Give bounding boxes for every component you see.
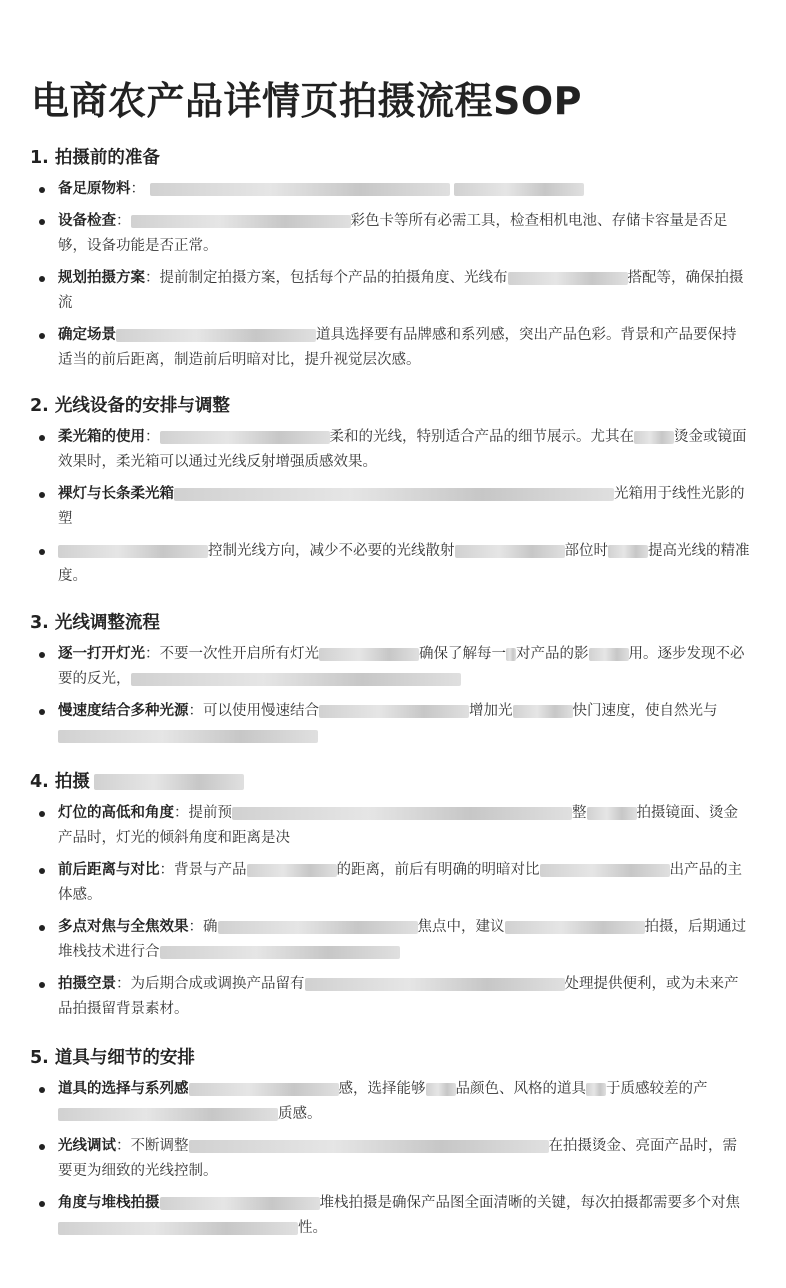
section-heading: 1. 拍摄前的准备	[30, 148, 160, 168]
section-heading-text: 4. 拍摄	[30, 772, 90, 792]
redacted-block	[608, 545, 648, 558]
list-item	[30, 858, 750, 908]
redacted-block	[508, 272, 628, 285]
item-text: 对产品的影	[516, 646, 589, 662]
list-item	[30, 915, 750, 965]
item-label: 多点对焦与全焦效果	[58, 919, 189, 935]
redacted-block	[426, 1083, 456, 1096]
redacted-block	[513, 705, 573, 718]
item-label: 柔光箱的使用	[58, 429, 145, 445]
redacted-block	[58, 1108, 278, 1121]
item-text: ：为后期合成或调换产品留有	[116, 976, 305, 992]
redacted-block	[94, 774, 244, 790]
item-label: 备足原物料	[58, 181, 131, 197]
item-label: 灯位的高低和角度	[58, 805, 174, 821]
item-text: 拍摄镜面、烫金产品时，灯光的倾斜角度和距离是决	[58, 805, 738, 846]
redacted-block	[505, 921, 645, 934]
list-item	[30, 1191, 750, 1241]
item-text: 堆栈拍摄是确保产品图全面清晰的关键，每次拍摄都需要多个对焦	[319, 1195, 740, 1211]
section-heading: 2. 光线设备的安排与调整	[30, 396, 230, 416]
item-text: 用。逐步发现不必要的反光，	[58, 646, 745, 687]
list-item	[30, 801, 750, 851]
item-text: 品颜色、风格的道具	[455, 1081, 586, 1097]
redacted-block	[506, 648, 516, 661]
redacted-block	[454, 183, 584, 196]
redacted-block	[455, 545, 565, 558]
redacted-block	[540, 864, 670, 877]
item-text: ：确	[188, 919, 218, 935]
item-label: 设备检查	[58, 213, 116, 229]
item-text: 处理提供便利，或为未来产品拍摄留背景素材。	[58, 976, 739, 1017]
redacted-block	[131, 215, 351, 228]
section-heading: 5. 道具与细节的安排	[30, 1048, 195, 1068]
list-item	[30, 539, 750, 589]
item-text: 搭配等，确保拍摄流	[58, 270, 744, 311]
section-heading	[30, 770, 750, 794]
item-text: 质感。	[278, 1106, 322, 1122]
item-text: ：	[145, 429, 160, 445]
list-item	[30, 1134, 750, 1184]
item-text: ：背景与产品	[159, 862, 247, 878]
item-text: 出产品的主体感。	[58, 862, 742, 903]
item-label: 道具的选择与系列感	[58, 1081, 189, 1097]
item-label: 前后距离与对比	[58, 862, 160, 878]
item-text: 整	[572, 805, 587, 821]
item-text: ：提前预	[174, 805, 232, 821]
redacted-block	[116, 329, 316, 342]
item-label: 光线调试	[58, 1138, 116, 1154]
item-text: 于质感较差的产	[606, 1081, 708, 1097]
item-text: ：	[130, 181, 145, 197]
item-text: 道具选择要有品牌感和系列感，突出产品色彩。背景和产品要保持适当的前后距离，制造前后明暗对比，提升视觉层次感。	[58, 327, 737, 368]
section-lighting-setup	[30, 394, 750, 589]
section-preparation	[30, 146, 750, 373]
item-text: 拍摄，后期通过堆栈技术进行合	[58, 919, 746, 960]
section-heading: 3. 光线调整流程	[30, 613, 160, 633]
redacted-block	[160, 1197, 320, 1210]
list-item	[30, 1077, 750, 1127]
item-text: 感，选择能够	[338, 1081, 426, 1097]
redacted-block	[160, 946, 400, 959]
list-item	[30, 209, 750, 259]
list-item	[30, 323, 750, 373]
list-item	[30, 642, 750, 692]
list-item	[30, 266, 750, 316]
item-text: 彩色卡等所有必需工具，检查相机电池、存储卡容量是否足够，设备功能是否正常。	[58, 213, 728, 254]
list-item	[30, 482, 750, 532]
redacted-block	[189, 1083, 339, 1096]
item-text: 确保了解每一	[419, 646, 506, 662]
item-text: ：可以使用慢速结合	[188, 703, 319, 719]
redacted-block	[218, 921, 418, 934]
page-title: 电商农产品详情页拍摄流程SOP	[31, 79, 583, 123]
item-text: 提高光线的精准度。	[58, 543, 750, 584]
redacted-block	[589, 648, 629, 661]
item-text: 烫金或镜面效果时，柔光箱可以通过光线反射增强质感效果。	[58, 429, 747, 470]
redacted-block	[150, 183, 450, 196]
item-text: 性。	[298, 1220, 327, 1236]
item-label: 逐一打开灯光	[58, 646, 145, 662]
list-item	[30, 972, 750, 1022]
list-item	[30, 699, 750, 749]
redacted-block	[319, 705, 469, 718]
redacted-block	[58, 545, 208, 558]
redacted-block	[634, 431, 674, 444]
redacted-block	[58, 1222, 298, 1235]
item-text: ：提前制定拍摄方案，包括每个产品的拍摄角度、光线布	[145, 270, 508, 286]
item-text: 在拍摄烫金、亮面产品时，需要更为细致的光线控制。	[58, 1138, 737, 1179]
item-text: 的距离，前后有明确的明暗对比	[336, 862, 540, 878]
item-text: 部位时	[564, 543, 608, 559]
redacted-block	[232, 807, 572, 820]
redacted-block	[189, 1140, 549, 1153]
item-text: 柔和的光线，特别适合产品的细节展示。尤其在	[329, 429, 634, 445]
redacted-block	[586, 1083, 606, 1096]
item-label: 裸灯与长条柔光箱	[58, 486, 174, 502]
item-label: 角度与堆栈拍摄	[58, 1195, 160, 1211]
item-text: 光箱用于线性光影的塑	[58, 486, 745, 527]
redacted-block	[587, 807, 637, 820]
list-item	[30, 425, 750, 475]
item-text: 快门速度，使自然光与	[572, 703, 718, 719]
item-label: 确定场景	[58, 327, 116, 343]
list-item	[30, 177, 750, 202]
item-text: ：	[116, 213, 131, 229]
item-text: ：不要一次性开启所有灯光	[145, 646, 319, 662]
item-text: 焦点中，建议	[417, 919, 505, 935]
item-label: 规划拍摄方案	[58, 270, 145, 286]
item-text: ：不断调整	[116, 1138, 189, 1154]
item-label: 拍摄空景	[58, 976, 116, 992]
item-text: 增加光	[469, 703, 513, 719]
section-props-details	[30, 1046, 750, 1241]
redacted-block	[174, 488, 614, 501]
redacted-block	[247, 864, 337, 877]
redacted-block	[58, 730, 318, 743]
item-label: 慢速度结合多种光源	[58, 703, 189, 719]
redacted-block	[319, 648, 419, 661]
section-shooting	[30, 770, 750, 1022]
section-light-adjust	[30, 611, 750, 749]
redacted-block	[305, 978, 565, 991]
redacted-block	[131, 673, 461, 686]
redacted-block	[160, 431, 330, 444]
item-text: 控制光线方向，减少不必要的光线散射	[208, 543, 455, 559]
